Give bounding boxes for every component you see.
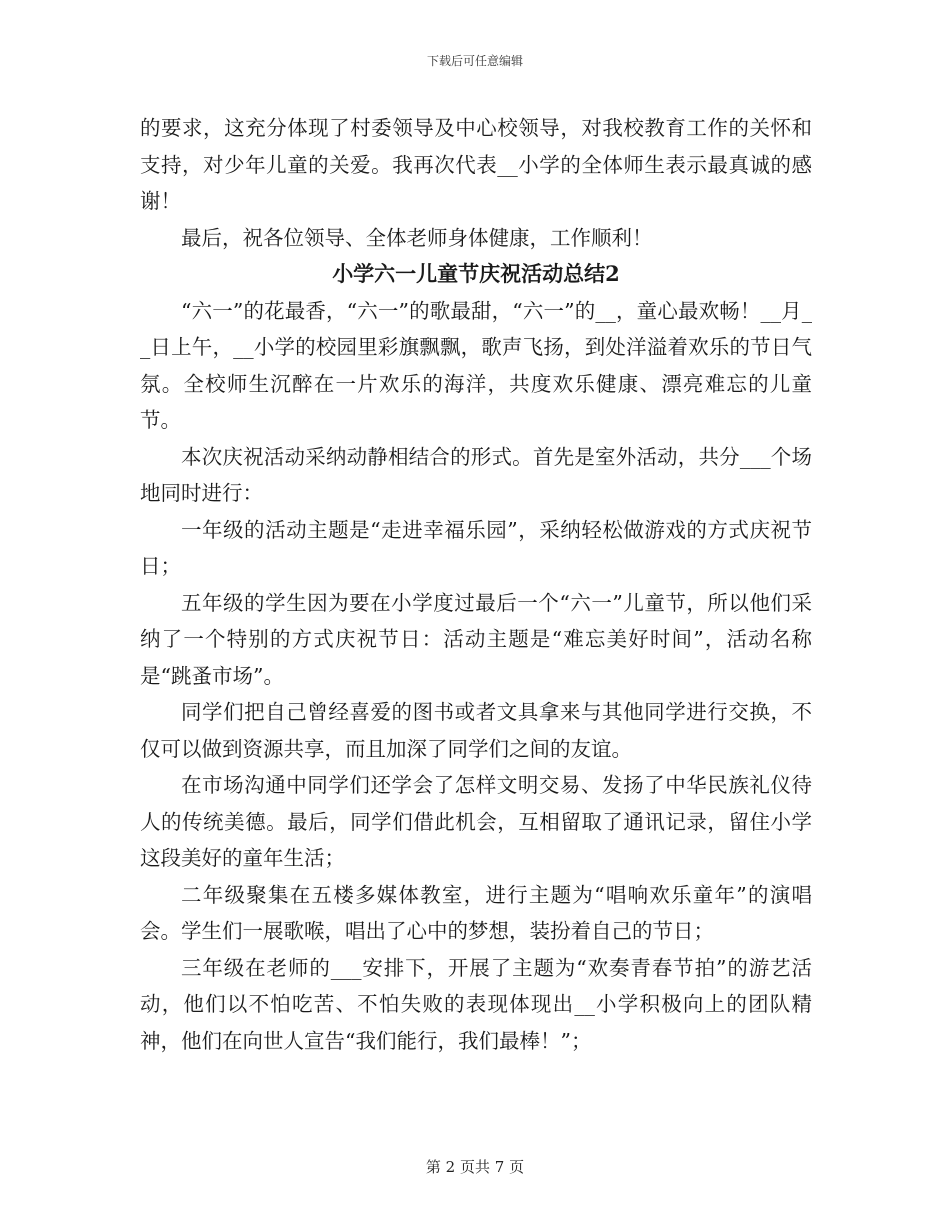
section-title: 小学六一儿童节庆祝活动总结2: [332, 261, 620, 286]
page-header: 下载后可任意编辑: [426, 54, 523, 68]
paragraph-6: 五年级的学生因为要在小学度过最后一个“六一”儿童节，所以他们采纳了一个特别的方式庆祝节日：活动主题是“难忘美好时间”，活动名称是“跳蚤市场”。: [140, 590, 812, 688]
paragraph-8: 在市场沟通中同学们还学会了怎样文明交易、发扬了中华民族礼仪待人的传统美德。最后，同学们借此机会，互相留取了通讯记录，留住小学这段美好的童年生活；: [140, 773, 812, 870]
paragraph-9: 二年级聚集在五楼多媒体教室，进行主题为“唱响欢乐童年”的演唱会。学生们一展歌喉，唱出了心中的梦想，装扮着自己的节日；: [140, 882, 812, 943]
document-body: [140, 110, 812, 1059]
page-footer: 第 2 页共 7 页: [425, 1158, 525, 1176]
paragraph-5: 一年级的活动主题是“走进幸福乐园”，采纳轻松做游戏的方式庆祝节日；: [140, 517, 812, 578]
paragraph-10: 三年级在老师的___安排下，开展了主题为“欢奏青春节拍”的游艺活动，他们以不怕吃苦、不怕失败的表现体现出__小学积极向上的团队精神，他们在向世人宣告“我们能行，我们最棒！”；: [140, 955, 812, 1053]
paragraph-1: 的要求，这充分体现了村委领导及中心校领导，对我校教育工作的关怀和支持，对少年儿童的关爱。我再次代表__小学的全体师生表示最真诚的感谢！: [140, 116, 812, 213]
paragraph-7: 同学们把自己曾经喜爱的图书或者文具拿来与其他同学进行交换，不仅可以做到资源共享，而且加深了同学们之间的友谊。: [140, 700, 812, 761]
paragraph-2: 最后，祝各位领导、全体老师身体健康，工作顺利！: [181, 225, 653, 250]
paragraph-3: “六一”的花最香，“六一”的歌最甜，“六一”的__，童心最欢畅！__月__日上午，__小学的校园里彩旗飘飘，歌声飞扬，到处洋溢着欢乐的节日气氛。全校师生沉醉在一片欢乐的海洋，共度欢乐健康、漂亮难忘的儿童节。: [140, 298, 812, 432]
paragraph-4: 本次庆祝活动采纳动静相结合的形式。首先是室外活动，共分___个场地同时进行：: [140, 444, 812, 505]
